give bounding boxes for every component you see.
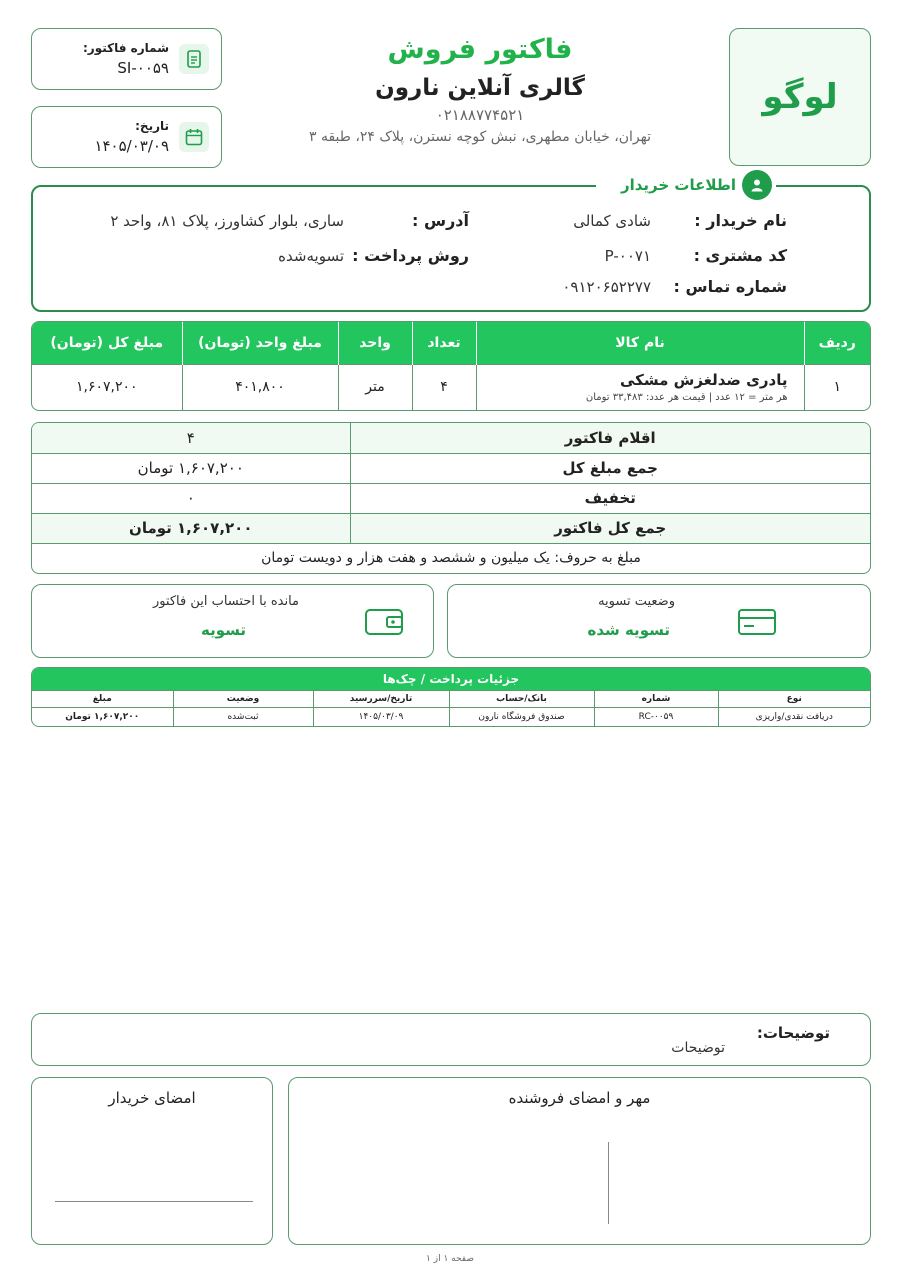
notes-label: توضیحات:	[756, 1024, 830, 1042]
settlement-status-value: تسویه شده	[587, 621, 670, 639]
pay-col-bank: بانک/حساب	[449, 691, 594, 708]
invoice-date-label: تاریخ:	[135, 119, 169, 133]
item-total: ۱,۶۰۷,۲۰۰	[32, 364, 182, 410]
totals-row-items	[32, 423, 870, 453]
amount-in-words: مبلغ به حروف: یک میلیون و ششصد و هفت هزار و دویست تومان	[32, 543, 870, 573]
item-detail: هر متر = ۱۲ عدد | قیمت هر عدد: ۳۳,۴۸۳ تومان	[585, 392, 788, 404]
discount-value: ۰	[32, 483, 350, 513]
buyer-phone-label: شماره تماس :	[673, 277, 787, 296]
user-icon	[742, 170, 772, 200]
notes-box	[31, 1013, 871, 1066]
item-name: پادری ضدلغزش مشکی	[619, 371, 788, 390]
payment-number: RC-۰۰۵۹	[594, 708, 718, 726]
payment-date: ۱۴۰۵/۰۳/۰۹	[313, 708, 449, 726]
items-table	[31, 321, 871, 411]
col-unit-price: مبلغ واحد (تومان)	[182, 322, 338, 364]
totals-table	[31, 422, 871, 574]
totals-row-words	[32, 543, 870, 573]
buyer-name: شادی کمالی	[573, 212, 651, 230]
shop-phone: ۰۲۱۸۸۷۷۴۵۲۱	[435, 106, 525, 124]
payment-header-row	[32, 691, 870, 708]
pay-col-status: وضعیت	[173, 691, 313, 708]
col-unit: واحد	[338, 322, 412, 364]
sum-value: ۱,۶۰۷,۲۰۰ تومان	[32, 453, 350, 483]
buyer-address-label: آدرس :	[412, 211, 469, 230]
item-name-cell	[476, 364, 804, 410]
calendar-icon	[179, 122, 209, 152]
buyer-section	[31, 185, 871, 312]
balance-label: مانده با احتساب این فاکتور	[152, 594, 299, 609]
invoice-header	[240, 30, 720, 148]
item-row-number: ۱	[804, 364, 870, 410]
payment-method-label: روش پرداخت :	[352, 246, 469, 265]
balance-box	[31, 584, 434, 658]
payment-details-table	[31, 667, 871, 727]
payment-status: ثبت‌شده	[173, 708, 313, 726]
pay-col-number: شماره	[594, 691, 718, 708]
payment-bank: صندوق فروشگاه نارون	[449, 708, 594, 726]
totals-row-sum	[32, 453, 870, 483]
customer-code-label: کد مشتری :	[693, 246, 787, 265]
items-count-label: اقلام فاکتور	[350, 423, 870, 453]
grand-total-value: ۱,۶۰۷,۲۰۰ تومان	[32, 513, 350, 543]
shop-name: گالری آنلاین نارون	[375, 75, 585, 101]
buyer-phone: ۰۹۱۲۰۶۵۲۲۷۷	[562, 278, 651, 296]
items-header-row	[32, 322, 870, 364]
buyer-title-text: اطلاعات خریدار	[620, 176, 736, 194]
payment-method: تسویه‌شده	[278, 247, 344, 265]
payment-amount: ۱,۶۰۷,۲۰۰ تومان	[32, 708, 173, 726]
settlement-status-label: وضعیت تسویه	[598, 594, 675, 609]
buyer-section-title	[596, 171, 776, 199]
col-row: ردیف	[804, 322, 870, 364]
col-total: مبلغ کل (تومان)	[32, 322, 182, 364]
invoice-title: فاکتور فروش	[387, 34, 573, 65]
table-row	[32, 364, 870, 410]
buyer-signature-box	[31, 1077, 273, 1245]
seller-signature-box	[288, 1077, 871, 1245]
settlement-status-box	[447, 584, 871, 658]
logo-text: لوگو	[762, 77, 838, 117]
item-unit-price: ۴۰۱,۸۰۰	[182, 364, 338, 410]
buyer-name-label: نام خریدار :	[694, 211, 787, 230]
grand-total-label: جمع کل فاکتور	[350, 513, 870, 543]
invoice-number-label: شماره فاکتور:	[83, 41, 169, 55]
page-number: صفحه ۱ از ۱	[426, 1254, 474, 1264]
invoice-number: SI-۰۰۵۹	[117, 59, 169, 77]
invoice-number-box	[31, 28, 222, 90]
totals-row-grand	[32, 513, 870, 543]
pay-col-date: تاریخ/سررسید	[313, 691, 449, 708]
table-row	[32, 708, 870, 726]
pay-col-amount: مبلغ	[32, 691, 173, 708]
totals-row-discount	[32, 483, 870, 513]
item-qty: ۴	[412, 364, 476, 410]
wallet-icon	[365, 609, 403, 639]
items-count: ۴	[32, 423, 350, 453]
shop-address: تهران، خیابان مطهری، نبش کوچه نسترن، پلاک ۲۴، طبقه ۳	[308, 129, 652, 145]
signature-line	[608, 1142, 609, 1224]
col-qty: تعداد	[412, 322, 476, 364]
payment-type: دریافت نقدی/واریزی	[718, 708, 870, 726]
invoice-date-box	[31, 106, 222, 168]
sum-label: جمع مبلغ کل	[350, 453, 870, 483]
seller-signature-title: مهر و امضای فروشنده	[508, 1089, 651, 1107]
customer-code: P-۰۰۷۱	[604, 247, 651, 265]
buyer-address: ساری، بلوار کشاورز، پلاک ۸۱، واحد ۲	[110, 212, 344, 230]
signature-line	[55, 1201, 253, 1202]
notes-value: توضیحات	[671, 1040, 725, 1056]
invoice-date: ۱۴۰۵/۰۳/۰۹	[94, 137, 169, 155]
buyer-signature-title: امضای خریدار	[108, 1089, 196, 1107]
card-icon	[738, 609, 776, 639]
logo	[729, 28, 871, 166]
document-icon	[179, 44, 209, 74]
discount-label: تخفیف	[350, 483, 870, 513]
balance-value: تسویه	[200, 621, 246, 639]
payment-details-title: جزئیات پرداخت / چک‌ها	[32, 668, 870, 690]
col-product: نام کالا	[476, 322, 804, 364]
item-unit: متر	[338, 364, 412, 410]
pay-col-type: نوع	[718, 691, 870, 708]
